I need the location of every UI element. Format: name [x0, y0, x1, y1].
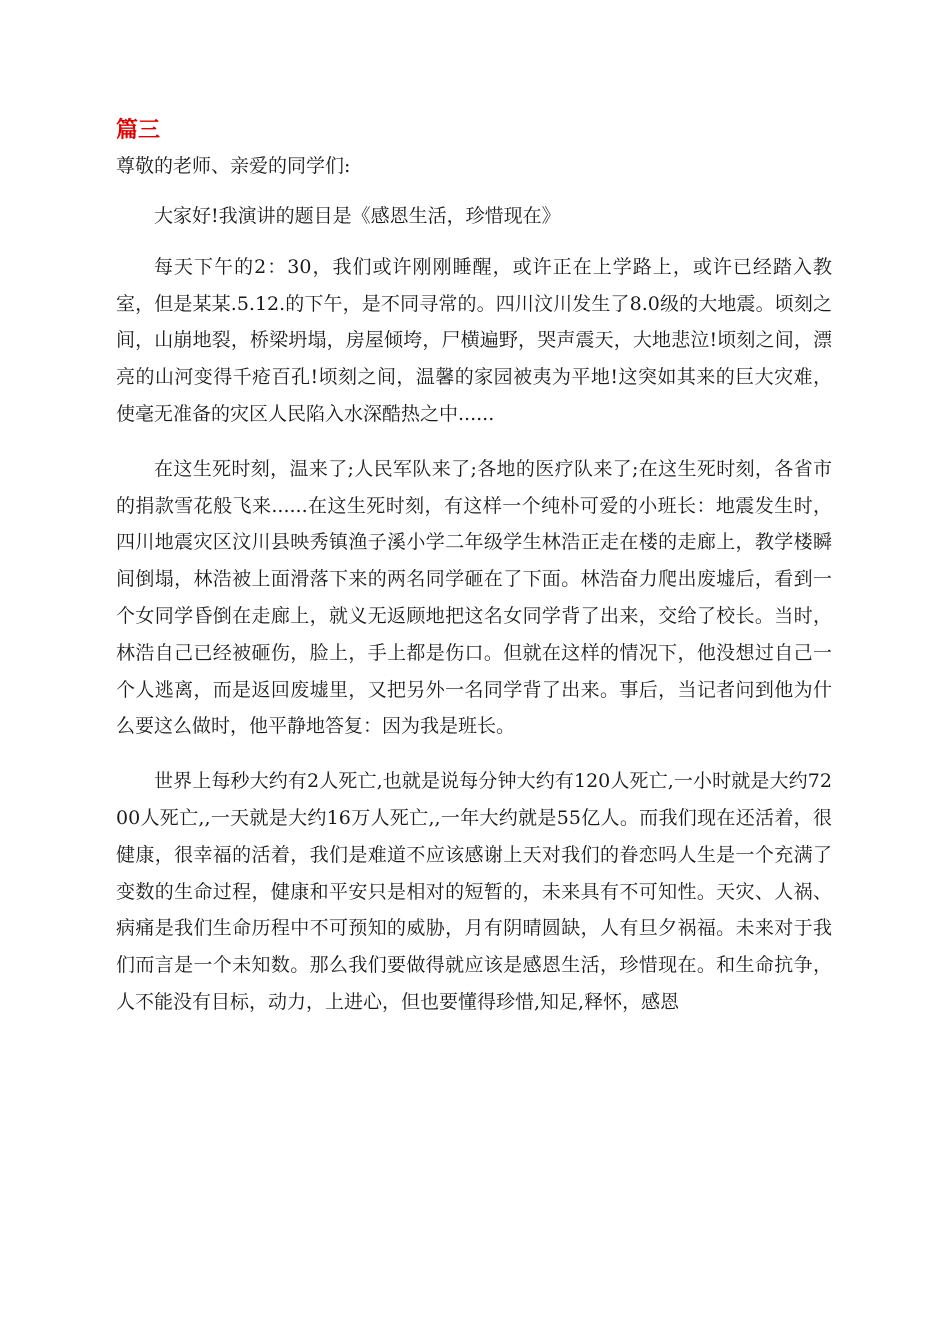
paragraph-greeting: 大家好!我演讲的题目是《感恩生活，珍惜现在》 [154, 205, 561, 227]
paragraph-life-reflection: 世界上每秒大约有2人死亡,也就是说每分钟大约有120人死亡,一小时就是大约7200人死亡,,一天就是大约16万人死亡,,一年大约就是55亿人。而我们现在还活着，很健康，很幸福的活着，我们是难道不应该感谢上天对我们的眷恋吗人生是一个充满了变数的生命过程，健康和平安只是相对的短暂的，未来具有不可知性。天灾、人祸、病痛是我们生命历程中不可预知的威胁，月有阴晴圆缺，人有旦夕祸福。未来对于我们而言是一个未知数。那么我们要做得就应该是感恩生活，珍惜现在。和生命抗争，人不能没有目标，动力，上进心，但也要懂得珍惜,知足,释怀，感恩 [116, 770, 832, 1013]
document-page [116, 114, 832, 1021]
paragraph-lin-hao: 在这生死时刻，温来了;人民军队来了;各地的医疗队来了;在这生死时刻，各省市的捐款雪花般飞来......在这生死时刻，有这样一个纯朴可爱的小班长：地震发生时，四川地震灾区汶川县映秀镇渔子溪小学二年级学生林浩正走在楼的走廊上，教学楼瞬间倒塌，林浩被上面滑落下来的两名同学砸在了下面。林浩奋力爬出废墟后，看到一个女同学昏倒在走廊上，就义无返顾地把这名女同学背了出来，交给了校长。当时，林浩自己已经被砸伤，脸上，手上都是伤口。但就在这样的情况下，他没想过自己一个人逃离，而是返回废墟里，又把另外一名同学背了出来。事后，当记者问到他为什么要这么做时，他平静地答复：因为我是班长。 [116, 457, 832, 738]
paragraph-earthquake: 每天下午的2：30，我们或许刚刚睡醒，或许正在上学路上，或许已经踏入教室，但是某某.5.12.的下午，是不同寻常的。四川汶川发生了8.0级的大地震。顷刻之间，山崩地裂，桥梁坍塌，房屋倾垮，尸横遍野，哭声震天，大地悲泣!顷刻之间，漂亮的山河变得千疮百孔!顷刻之间，温馨的家园被夷为平地!这突如其来的巨大灾难，使毫无准备的灾区人民陷入水深酷热之中...... [116, 255, 832, 425]
salutation: 尊敬的老师、亲爱的同学们: [116, 155, 351, 177]
section-title: 篇三 [116, 117, 161, 143]
